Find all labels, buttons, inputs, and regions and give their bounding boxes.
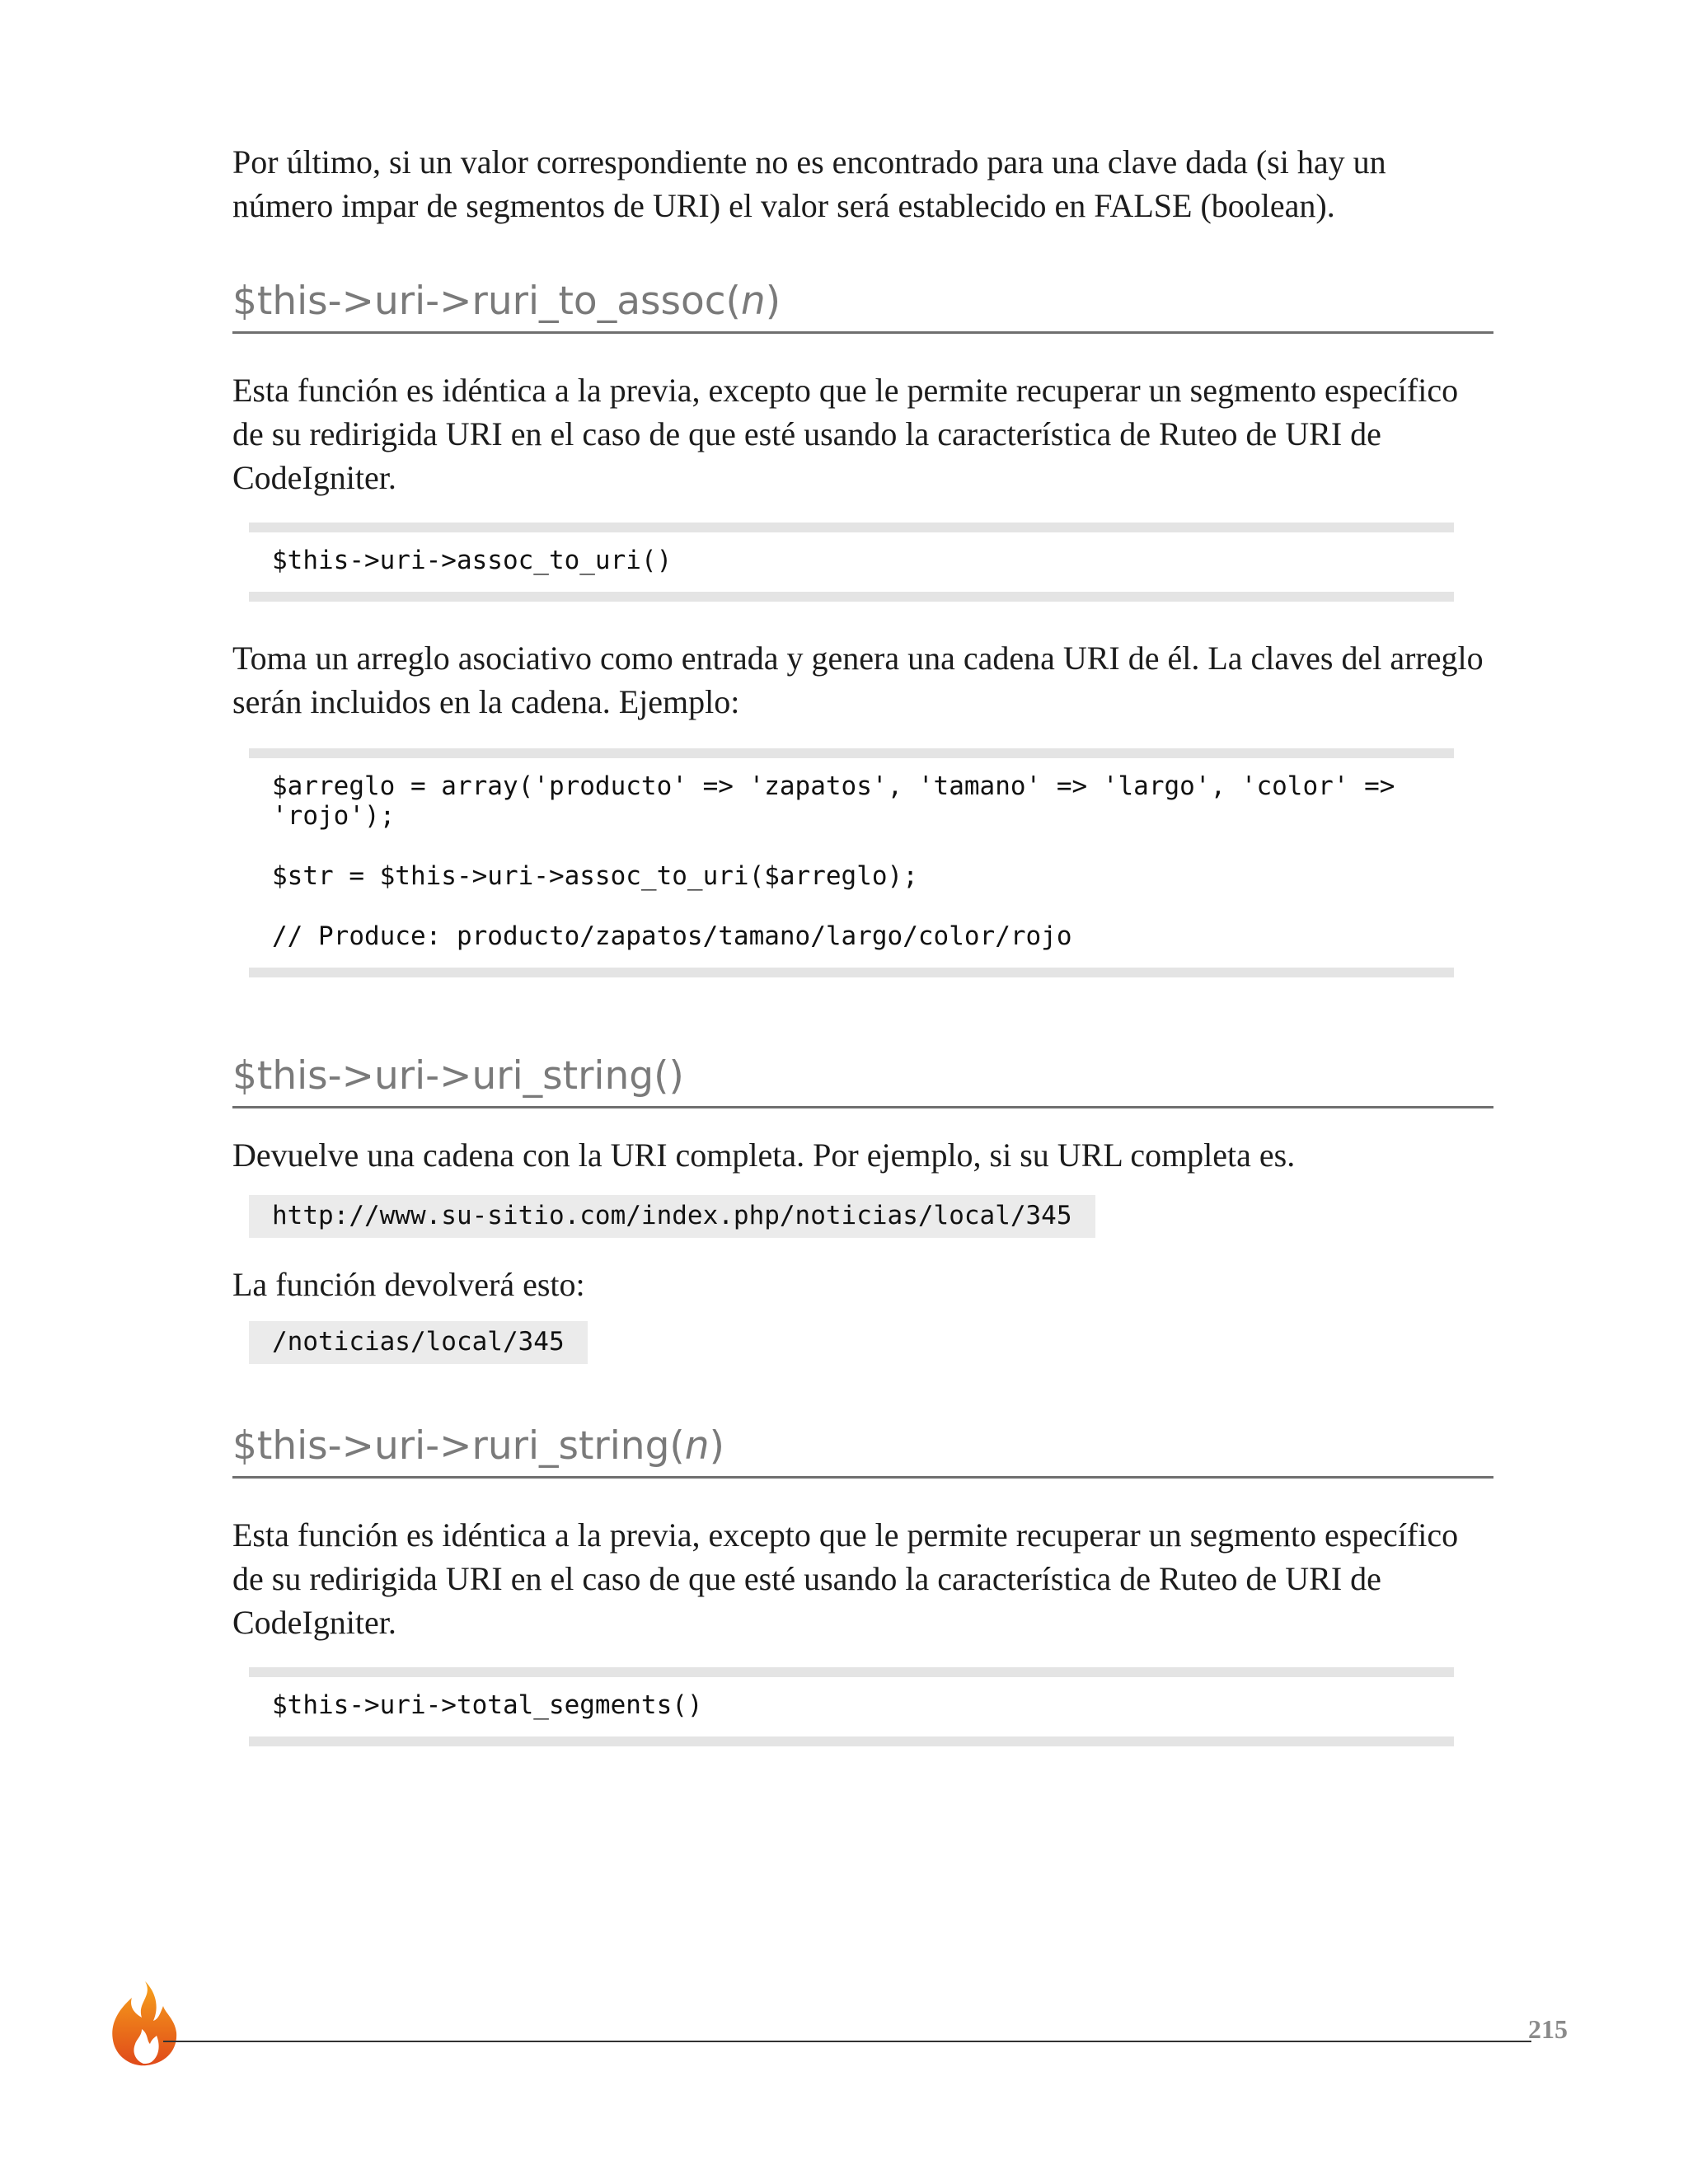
section-paragraph-2: La función devolverá esto: <box>232 1266 585 1303</box>
heading-arg: n <box>684 1423 710 1469</box>
codeigniter-flame-icon <box>106 1978 180 2069</box>
inline-code-url: http://www.su-sitio.com/index.php/noticias/local/345 <box>249 1195 1095 1238</box>
code-block-assoc-to-uri <box>249 523 1454 602</box>
section-heading-ruri-to-assoc <box>232 277 1493 334</box>
section-paragraph-2: Toma un arreglo asociativo como entrada y genera una cadena URI de él. La claves del arreglo serán incluidos en la cadena. Ejemplo: <box>232 640 1484 720</box>
code-block-total-segments <box>249 1667 1454 1746</box>
section-heading-uri-string <box>232 1052 1493 1108</box>
heading-close: ) <box>765 279 781 324</box>
heading-text: $this->uri->ruri_string( <box>232 1423 685 1469</box>
footer-rule <box>163 2041 1531 2042</box>
code-line: // Produce: producto/zapatos/tamano/largo/color/rojo <box>272 921 1072 951</box>
heading-text: $this->uri->uri_string() <box>232 1053 684 1099</box>
page-content <box>232 140 1493 1746</box>
code-line: $arreglo = array('producto' => 'zapatos', 'tamano' => 'largo', 'color' => 'rojo'); <box>272 771 1395 831</box>
heading-close: ) <box>709 1423 724 1469</box>
code-line: $this->uri->assoc_to_uri() <box>272 546 673 575</box>
section-paragraph: Devuelve una cadena con la URI completa. Por ejemplo, si su URL completa es. <box>232 1137 1296 1174</box>
heading-text: $this->uri->ruri_to_assoc( <box>232 279 741 324</box>
section-heading-ruri-string <box>232 1422 1493 1479</box>
section-paragraph: Esta función es idéntica a la previa, excepto que le permite recuperar un segmento específico de su redirigida URI en el caso de que esté usando la característica de Ruteo de URI de CodeIgniter. <box>232 1516 1459 1641</box>
code-line: $this->uri->total_segments() <box>272 1690 703 1720</box>
intro-paragraph: Por último, si un valor correspondiente no es encontrado para una clave dada (si hay un número impar de segmentos de URI) el valor será establecido en FALSE (boolean). <box>232 143 1386 224</box>
heading-arg: n <box>740 279 766 324</box>
code-line: $str = $this->uri->assoc_to_uri($arreglo); <box>272 861 918 891</box>
code-block-example <box>249 748 1454 977</box>
section-paragraph: Esta función es idéntica a la previa, excepto que le permite recuperar un segmento específico de su redirigida URI en el caso de que esté usando la característica de Ruteo de URI de CodeIgniter. <box>232 372 1459 496</box>
inline-code-result: /noticias/local/345 <box>249 1321 588 1364</box>
page-number: 215 <box>1528 2014 1568 2044</box>
